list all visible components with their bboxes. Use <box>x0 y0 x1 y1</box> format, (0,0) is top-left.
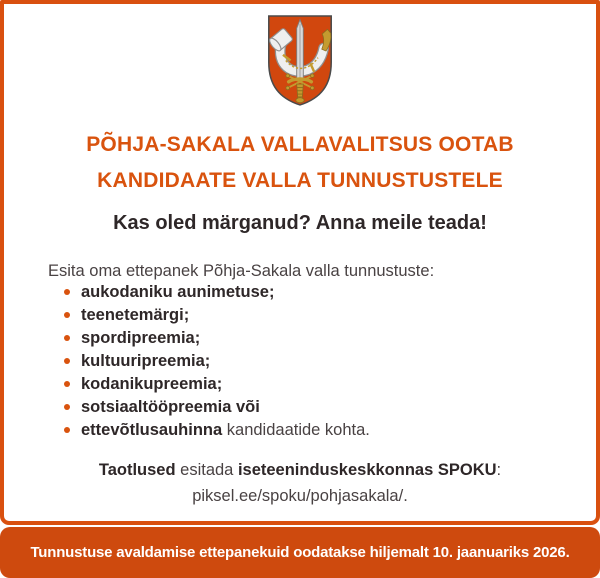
page-title <box>0 127 600 199</box>
bullet-icon <box>64 358 70 364</box>
list-item <box>64 396 370 419</box>
bullet-icon <box>64 404 70 410</box>
award-list <box>64 281 370 442</box>
bullet-icon <box>64 289 70 295</box>
spoku-url: piksel.ee/spoku/pohjasakala/. <box>192 487 408 505</box>
coat-of-arms-icon <box>265 13 335 108</box>
page-title-line1: PÕHJA-SAKALA VALLAVALITSUS OOTAB <box>86 133 514 156</box>
subtitle: Kas oled märganud? Anna meile teada! <box>113 212 487 234</box>
list-item-term: kodanikupreemia; <box>81 375 223 393</box>
list-item <box>64 281 370 304</box>
submission-text-1: esitada <box>175 461 238 479</box>
list-item-term: kultuuripreemia; <box>81 352 211 370</box>
list-item-rest: kandidaatide kohta. <box>222 421 370 439</box>
list-item-term: aukodaniku aunimetuse; <box>81 283 275 301</box>
intro-text: Esita oma ettepanek Põhja-Sakala valla tunnustuste: <box>48 262 435 280</box>
list-item-term: teenetemärgi; <box>81 306 190 324</box>
list-item-term: sotsiaaltööpreemia või <box>81 398 260 416</box>
page-title-line2: KANDIDAATE VALLA TUNNUSTUSTELE <box>97 169 503 192</box>
list-item-term: spordipreemia; <box>81 329 201 347</box>
submission-info <box>0 457 600 509</box>
list-item-term: ettevõtlusauhinna <box>81 421 223 439</box>
submission-bold-2: iseteeninduskeskkonnas SPOKU <box>237 461 497 479</box>
deadline-text: Tunnustuse avaldamise ettepanekuid oodatakse hiljemalt 10. jaanuariks 2026. <box>30 544 570 561</box>
bullet-icon <box>64 312 70 318</box>
submission-text-2: : <box>496 461 502 479</box>
list-item <box>64 304 370 327</box>
bullet-icon <box>64 381 70 387</box>
emblem-container <box>0 13 600 108</box>
list-item <box>64 419 370 442</box>
bullet-icon <box>64 427 70 433</box>
deadline-banner <box>0 527 600 578</box>
submission-bold-1: Taotlused <box>98 461 176 479</box>
submission-line <box>0 457 600 483</box>
list-item <box>64 350 370 373</box>
list-item <box>64 327 370 350</box>
list-item <box>64 373 370 396</box>
bullet-icon <box>64 335 70 341</box>
